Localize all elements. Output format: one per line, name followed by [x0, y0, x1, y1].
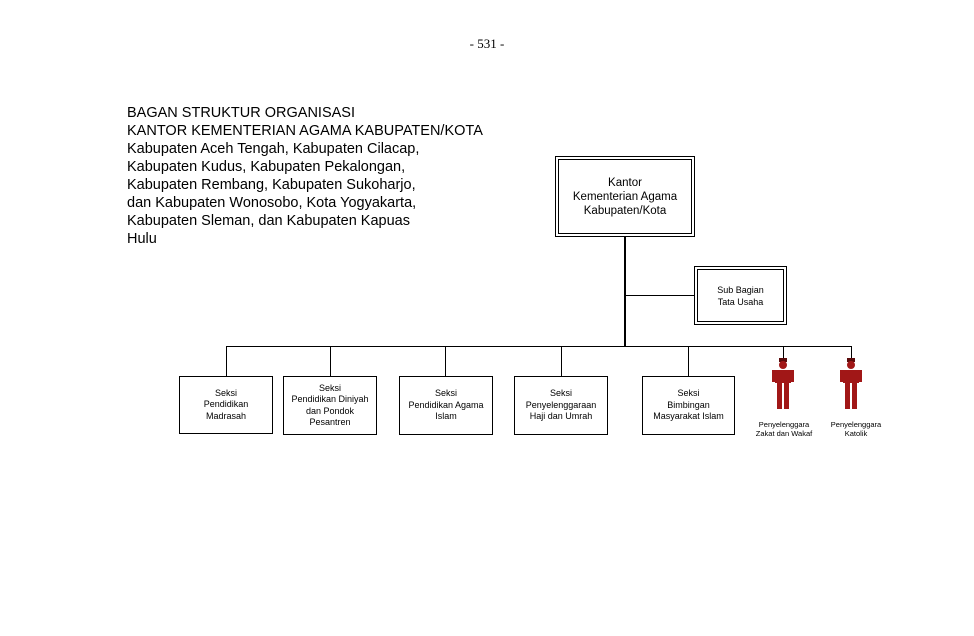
region-line: Hulu	[127, 231, 157, 247]
seksi-line: Islam	[435, 411, 457, 422]
seksi-line: Seksi	[677, 388, 700, 399]
seksi-line: Seksi	[434, 388, 457, 399]
seksi-pendidikan-madrasah-box	[179, 376, 273, 434]
seksi-line: Pesantren	[309, 417, 351, 427]
region-line: Kabupaten Kudus, Kabupaten Pekalongan,	[127, 159, 406, 175]
sub-bagian-tata-usaha-box	[694, 266, 787, 325]
seksi-bimas-islam-box	[642, 376, 735, 435]
seksi-line: Pendidikan	[203, 399, 249, 410]
seksi-line: Seksi	[549, 388, 572, 399]
chart-title-line-1: BAGAN STRUKTUR ORGANISASI	[127, 105, 356, 121]
connector-drop	[688, 346, 689, 376]
seksi-line: Penyelenggaraan	[525, 399, 597, 410]
sub-bagian-line: Tata Usaha	[717, 296, 764, 307]
region-line: Kabupaten Sleman, dan Kabupaten Kapuas	[127, 213, 410, 229]
head-box-line: Kabupaten/Kota	[583, 204, 667, 217]
penyelenggara-line: Penyelenggara	[830, 420, 882, 429]
head-box-line: Kementerian Agama	[572, 190, 678, 203]
seksi-pendidikan-diniyah-box	[283, 376, 377, 435]
chart-title-block	[127, 104, 527, 248]
region-line: dan Kabupaten Wonosobo, Kota Yogyakarta,	[127, 195, 417, 211]
penyelenggara-zakat-wakaf-label	[753, 420, 815, 438]
connector-drop	[330, 346, 331, 377]
connector-head-vertical	[624, 236, 626, 347]
person-icon	[840, 357, 862, 411]
seksi-haji-umrah-box	[514, 376, 608, 435]
seksi-line: Masyarakat Islam	[653, 411, 724, 422]
connector-drop	[226, 346, 227, 376]
connector-drop	[445, 346, 446, 376]
seksi-line: dan Pondok	[305, 405, 355, 416]
penyelenggara-katolik-label	[826, 420, 886, 438]
connector-drop	[561, 346, 562, 376]
region-line: Kabupaten Rembang, Kabupaten Sukoharjo,	[127, 177, 416, 193]
seksi-line: Pendidikan Agama	[408, 399, 484, 410]
seksi-pendidikan-agama-islam-box	[399, 376, 493, 435]
seksi-line: Pendidikan Diniyah	[291, 394, 369, 404]
sub-bagian-line: Sub Bagian	[717, 284, 764, 295]
page-number: - 531 -	[469, 36, 505, 51]
connector-horizontal-bus	[226, 346, 852, 347]
seksi-line: Seksi	[318, 382, 341, 393]
person-icon	[772, 357, 794, 411]
kantor-kemenag-box	[555, 156, 695, 237]
region-line: Kabupaten Aceh Tengah, Kabupaten Cilacap,	[127, 141, 420, 157]
seksi-line: Madrasah	[205, 410, 247, 421]
head-box-line: Kantor	[608, 176, 642, 189]
seksi-line: Seksi	[214, 387, 237, 398]
seksi-line: Bimbingan	[667, 399, 710, 410]
seksi-line: Haji dan Umrah	[529, 411, 593, 422]
penyelenggara-line: Penyelenggara	[758, 420, 810, 429]
penyelenggara-line: Zakat dan Wakaf	[755, 429, 813, 438]
connector-sub-bagian	[625, 295, 695, 296]
penyelenggara-line: Katolik	[844, 429, 868, 438]
chart-title-line-2: KANTOR KEMENTERIAN AGAMA KABUPATEN/KOTA	[127, 123, 483, 139]
